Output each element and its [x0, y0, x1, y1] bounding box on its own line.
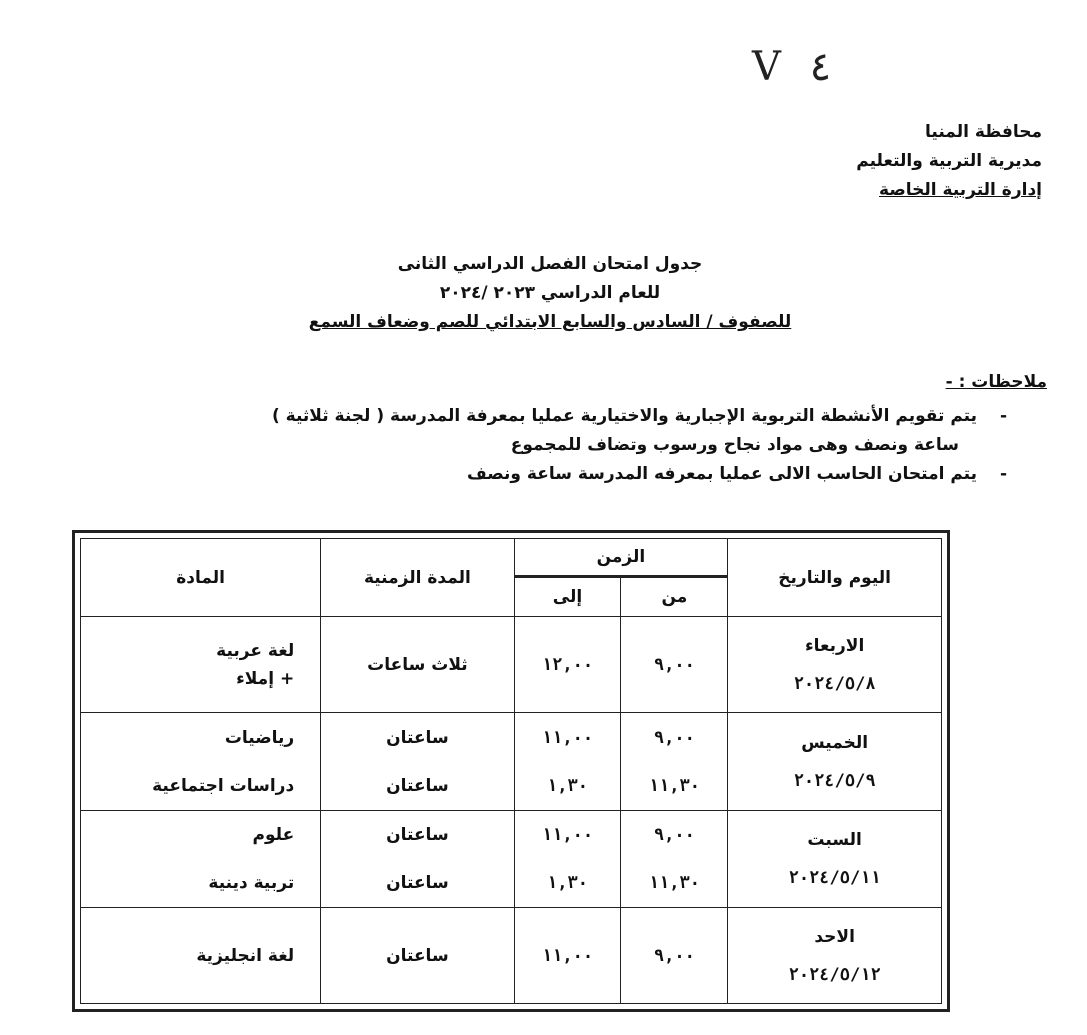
day-date-cell: الخميس ٢٠٢٤/٥/٩: [728, 713, 942, 811]
document-title: جدول امتحان الفصل الدراسي الثانى: [397, 254, 703, 274]
to-time: ١٢,٠٠: [514, 617, 621, 713]
from-time: ٩,٠٠ ١١,٣٠: [621, 713, 728, 811]
governorate-name: محافظة المنيا: [925, 122, 1042, 142]
to-time: ١١,٠٠ ١,٣٠: [514, 713, 621, 811]
header-time: الزمن: [514, 539, 728, 577]
notes-heading: ملاحظات : -: [945, 372, 1047, 392]
directorate-name: مديرية التربية والتعليم: [856, 151, 1042, 171]
administration-name: إدارة التربية الخاصة: [879, 180, 1042, 200]
duration-cell: ساعتان ساعتان: [321, 713, 514, 811]
schedule-table-frame: [72, 530, 950, 1012]
to-time: ١١,٠٠: [514, 908, 621, 1004]
table-row: [81, 713, 942, 811]
table-row: [81, 908, 942, 1004]
note-item-1: - يتم تقويم الأنشطة التربوية الإجبارية والاختيارية عمليا بمعرفة المدرسة ( لجنة ثلاثية ): [157, 402, 977, 431]
table-row: [81, 811, 942, 908]
header-to: إلى: [514, 577, 621, 617]
subject-cell: علوم تربية دينية: [81, 811, 321, 908]
from-time: ٩,٠٠ ١١,٣٠: [621, 811, 728, 908]
list-dash: -: [999, 406, 1007, 426]
grades-line: للصفوف / السادس والسابع الابتدائي للصم وضعاف السمع: [308, 312, 792, 332]
to-time: ١١,٠٠ ١,٣٠: [514, 811, 621, 908]
handwritten-page-mark: V ٤: [752, 44, 832, 90]
header-day-date: اليوم والتاريخ: [728, 539, 942, 617]
notes-list: [157, 402, 1007, 489]
duration-cell: ساعتان: [321, 908, 514, 1004]
day-date-cell: الاحد ٢٠٢٤/٥/١٢: [728, 908, 942, 1004]
duration-cell: ثلاث ساعات: [321, 617, 514, 713]
list-dash: -: [999, 464, 1007, 484]
academic-year: للعام الدراسي ٢٠٢٣ /٢٠٢٤: [439, 283, 661, 303]
authority-block: [702, 118, 1042, 205]
header-subject: المادة: [81, 539, 321, 617]
header-from: من: [621, 577, 728, 617]
note-item-1-continuation: ساعة ونصف وهى مواد نجاح ورسوب وتضاف للمجموع: [510, 435, 959, 455]
day-date-cell: الاربعاء ٢٠٢٤/٥/٨: [728, 617, 942, 713]
subject-cell: لغة عربية + إملاء: [81, 617, 321, 713]
from-time: ٩,٠٠: [621, 908, 728, 1004]
table-row: [81, 617, 942, 713]
document-title-block: [200, 250, 900, 337]
exam-schedule-table: [80, 538, 942, 1004]
note-item-2: - يتم امتحان الحاسب الالى عمليا بمعرفه المدرسة ساعة ونصف: [157, 460, 977, 489]
subject-cell: رياضيات دراسات اجتماعية: [81, 713, 321, 811]
subject-cell: لغة انجليزية: [81, 908, 321, 1004]
from-time: ٩,٠٠: [621, 617, 728, 713]
duration-cell: ساعتان ساعتان: [321, 811, 514, 908]
header-duration: المدة الزمنية: [321, 539, 514, 617]
day-date-cell: السبت ٢٠٢٤/٥/١١: [728, 811, 942, 908]
